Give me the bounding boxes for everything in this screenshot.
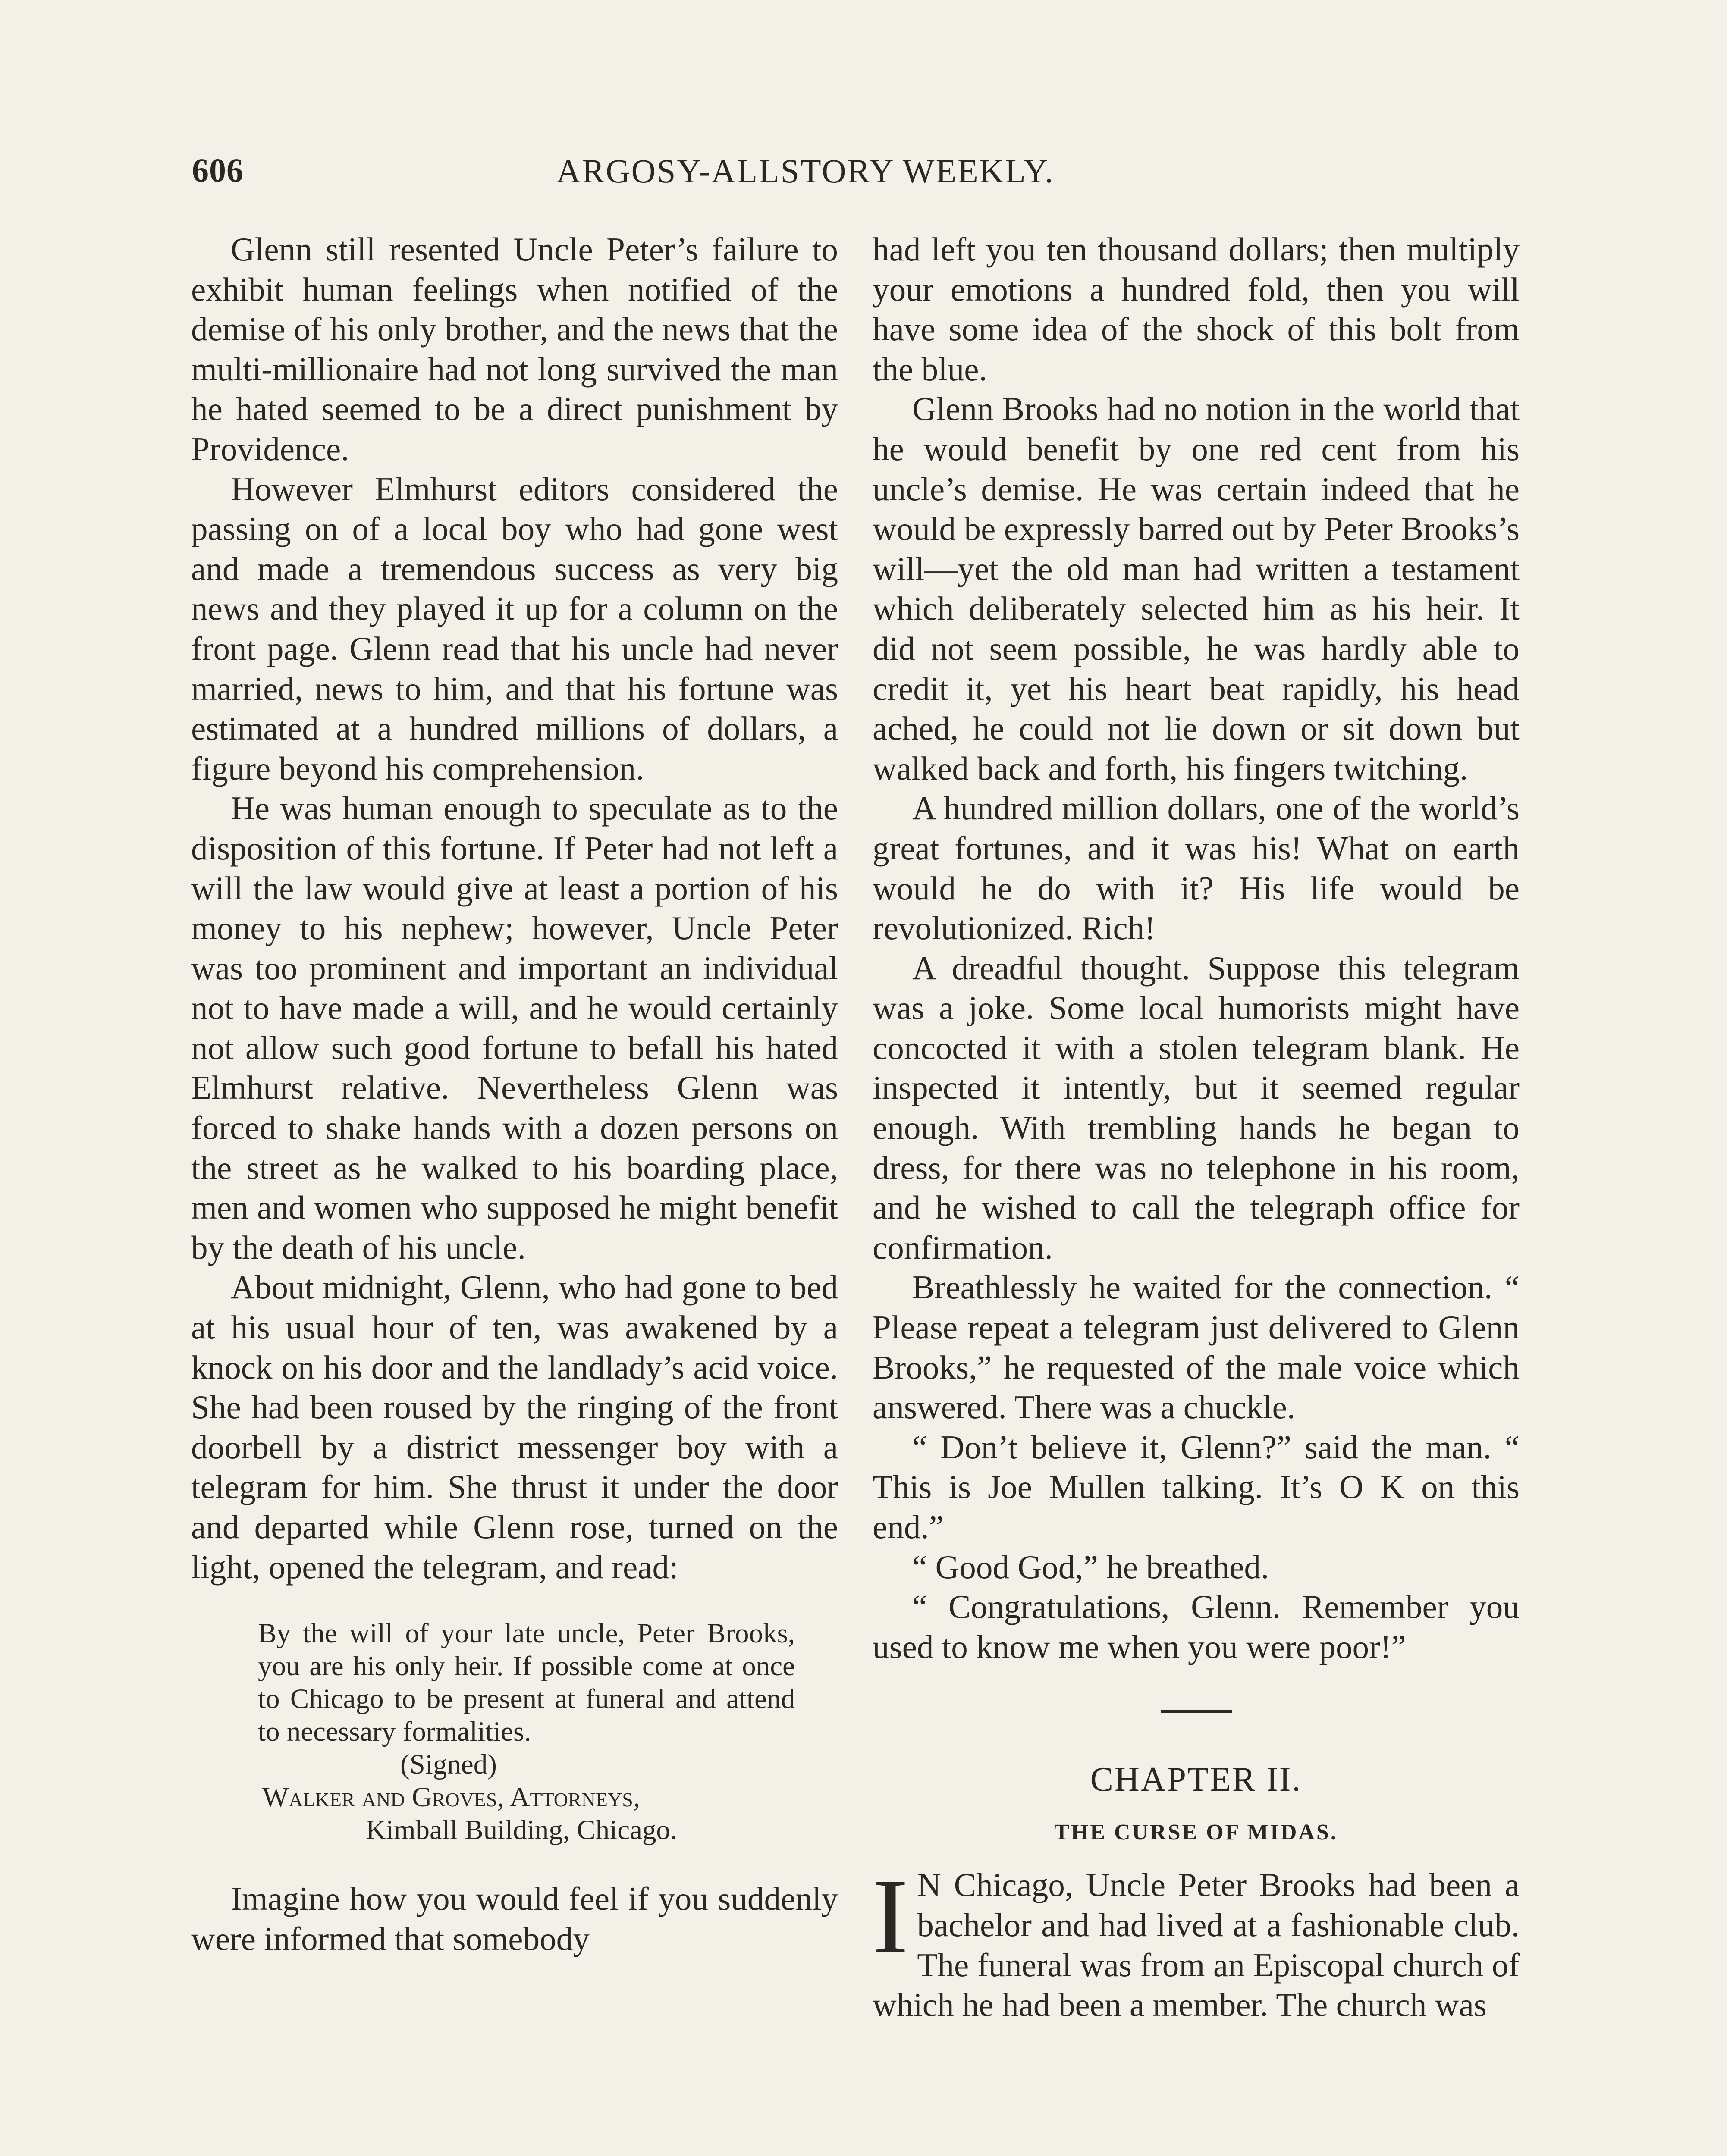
paragraph: “ Congratulations, Glenn. Remember you used to know me when you were poor!” bbox=[873, 1588, 1520, 1665]
left-column bbox=[191, 229, 838, 1959]
paragraph: Breathlessly he waited for the connection. “ Please repeat a telegram just delivered to Glenn Brooks,” he requested of the male voice which answered. There was a chuckle. bbox=[873, 1269, 1520, 1426]
paragraph: A dreadful thought. Suppose this telegram was a joke. Some local humorists might have concocted it with a stolen telegram blank. He inspected it intently, but it seemed regular enough. With trembling hands he began to dress, for there was no telephone in his room, and he wished to call the telegraph office for confirmation. bbox=[873, 949, 1520, 1266]
paragraph: “ Don’t believe it, Glenn?” said the man. “ This is Joe Mullen talking. It’s O K on this end.” bbox=[873, 1428, 1520, 1545]
paragraph: A hundred million dollars, one of the world’s great fortunes, and it was his! What on earth would he do with it? His life would be revolutionized. Rich! bbox=[873, 790, 1520, 947]
page-number: 606 bbox=[192, 151, 244, 189]
paragraph: had left you ten thousand dollars; then multiply your emotions a hundred fold, then you will have some idea of the shock of this bolt from the blue. bbox=[873, 231, 1520, 388]
running-header: ARGOSY-ALLSTORY WEEKLY. bbox=[556, 152, 1055, 190]
paragraph-text: N Chicago, Uncle Peter Brooks had been a bachelor and had lived at a fashionable club. The funeral was from an Episcopal church of which he had been a member. The church was bbox=[873, 1866, 1520, 2024]
right-column bbox=[873, 229, 1520, 2025]
telegram-body: By the will of your late uncle, Peter Brooks, you are his only heir. If possible come at once to Chicago to be present at funeral and attend to necessary formalities. bbox=[258, 1618, 795, 1748]
telegram-signature: Walker and Groves, Attorneys, bbox=[262, 1782, 641, 1813]
telegram-quote bbox=[258, 1617, 795, 1846]
chapter-subtitle: THE CURSE OF MIDAS. bbox=[1054, 1820, 1338, 1845]
paragraph: However Elmhurst editors considered the passing on of a local boy who had gone west and made a tremendous success as very big news and they played it up for a column on the front page. Glenn read that his uncle had never married, news to him, and that his fortune was estimated at a hundred millions of dollars, a figure beyond his comprehension. bbox=[191, 470, 838, 787]
chapter-opening-paragraph bbox=[873, 1857, 1520, 2024]
paragraph: About midnight, Glenn, who had gone to bed at his usual hour of ten, was awakened by a knock on his door and the landlady’s acid voice. She had been roused by the ringing of the front doorbell by a district messenger boy with a telegram for him. She thrust it under the door and departed while Glenn rose, turned on the light, opened the telegram, and read: bbox=[191, 1269, 838, 1586]
paragraph: He was human enough to speculate as to the disposition of this fortune. If Peter had not left a will the law would give at least a portion of his money to his nephew; however, Uncle Peter was too prominent and important an individual not to have made a will, and he would certainly not allow such good fortune to befall his hated Elmhurst relative. Nevertheless Glenn was forced to shake hands with a dozen persons on the street as he walked to his boarding place, men and women who supposed he might benefit by the death of his uncle. bbox=[191, 790, 838, 1266]
paragraph: Glenn still resented Uncle Peter’s failure to exhibit human feelings when notified of the demise of his only brother, and the news that the multi-millionaire had not long survived the man he hated seemed to be a direct punishment by Providence. bbox=[191, 231, 838, 467]
paragraph: Imagine how you would feel if you suddenly were informed that somebody bbox=[191, 1880, 838, 1957]
telegram-address: Kimball Building, Chicago. bbox=[366, 1814, 678, 1846]
telegram-signed: (Signed) bbox=[400, 1749, 497, 1780]
drop-cap: I bbox=[873, 1857, 909, 1977]
paragraph: Glenn Brooks had no notion in the world that he would benefit by one red cent from his uncle’s demise. He was certain indeed that he would be expressly barred out by Peter Brooks’s will—yet the old man had written a testament which deliberately selected him as his heir. It did not seem possible, he was hardly able to credit it, yet his heart beat rapidly, his head ached, he could not lie down or sit down but walked back and forth, his fingers twitching. bbox=[873, 390, 1520, 787]
chapter-title: CHAPTER II. bbox=[1090, 1761, 1302, 1799]
paragraph: “ Good God,” he breathed. bbox=[912, 1548, 1269, 1586]
section-divider bbox=[1161, 1710, 1232, 1713]
